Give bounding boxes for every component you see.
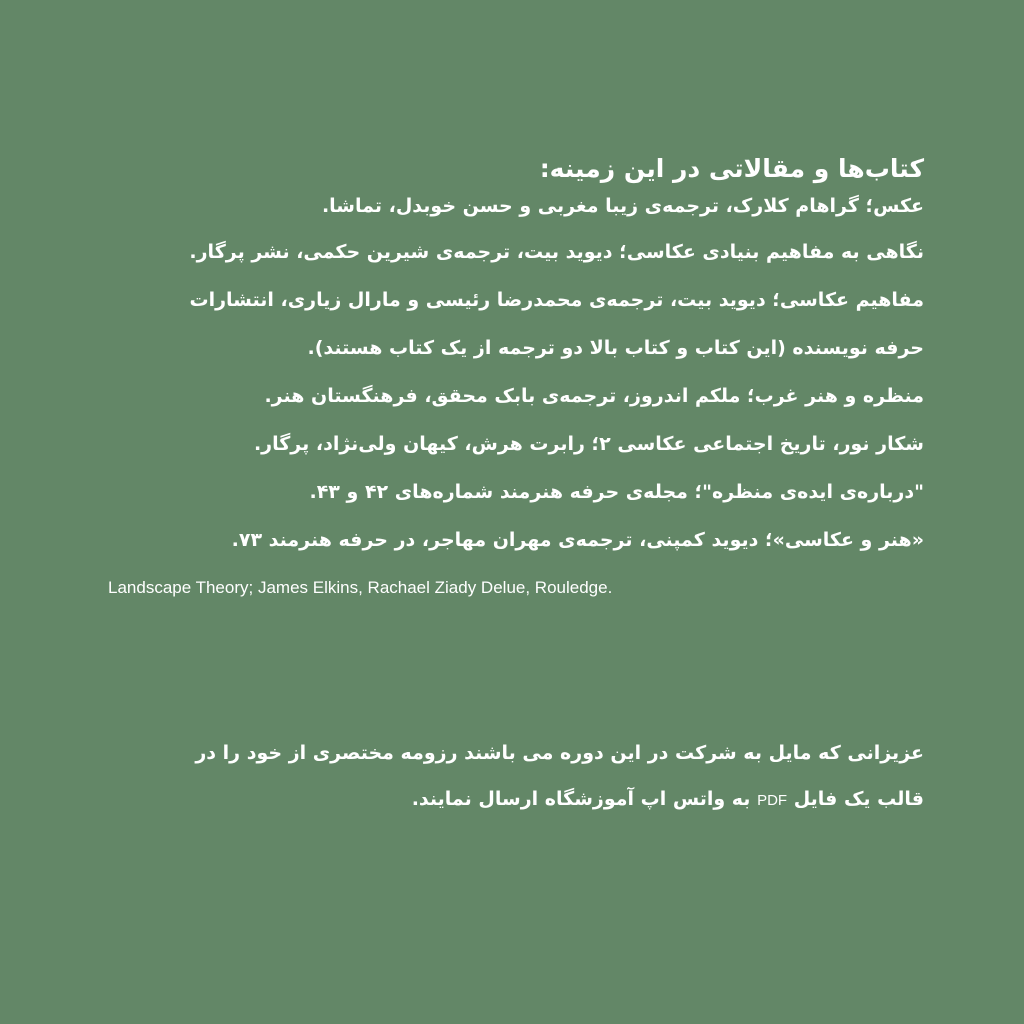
note-line-2-end: به واتس اپ آموزشگاه ارسال نمایند. — [411, 788, 751, 810]
reference-item: "درباره‌ی ایده‌ی منظره"؛ مجله‌ی حرفه هنرمند شماره‌های ۴۲ و ۴۳. — [309, 481, 924, 503]
note-line-2 — [100, 776, 924, 822]
application-note — [100, 730, 924, 822]
references-section — [100, 150, 924, 612]
note-line-2-start: قالب یک فایل — [793, 788, 924, 810]
reference-item: حرفه نویسنده (این کتاب و کتاب بالا دو ترجمه از یک کتاب هستند). — [307, 337, 924, 359]
reference-item: نگاهی به مفاهیم بنیادی عکاسی؛ دیوید بیت، ترجمه‌ی شیرین حکمی، نشر پرگار. — [189, 241, 924, 263]
reference-item: عکس؛ گراهام کلارک، ترجمه‌ی زیبا مغربی و حسن خوبدل، تماشا. — [321, 195, 924, 217]
note-line-1: عزیزانی که مایل به شرکت در این دوره می باشند رزومه مختصری از خود را در — [195, 742, 924, 764]
reference-item: منظره و هنر غرب؛ ملکم اندروز، ترجمه‌ی بابک محقق، فرهنگستان هنر. — [264, 385, 924, 407]
reference-item: مفاهیم عکاسی؛ دیوید بیت، ترجمه‌ی محمدرضا رئیسی و مارال زیاری، انتشارات — [189, 289, 924, 311]
reference-item: «هنر و عکاسی»؛ دیوید کمپنی، ترجمه‌ی مهران مهاجر، در حرفه هنرمند ۷۳. — [231, 529, 924, 551]
references-heading: کتاب‌ها و مقالاتی در این زمینه: — [539, 154, 924, 183]
reference-item: شکار نور، تاریخ اجتماعی عکاسی ۲؛ رابرت هرش، کیهان ولی‌نژاد، پرگار. — [253, 433, 924, 455]
english-reference-item: Landscape Theory; James Elkins, Rachael Ziady Delue, Rouledge. — [108, 578, 613, 597]
pdf-label: PDF — [757, 792, 788, 809]
